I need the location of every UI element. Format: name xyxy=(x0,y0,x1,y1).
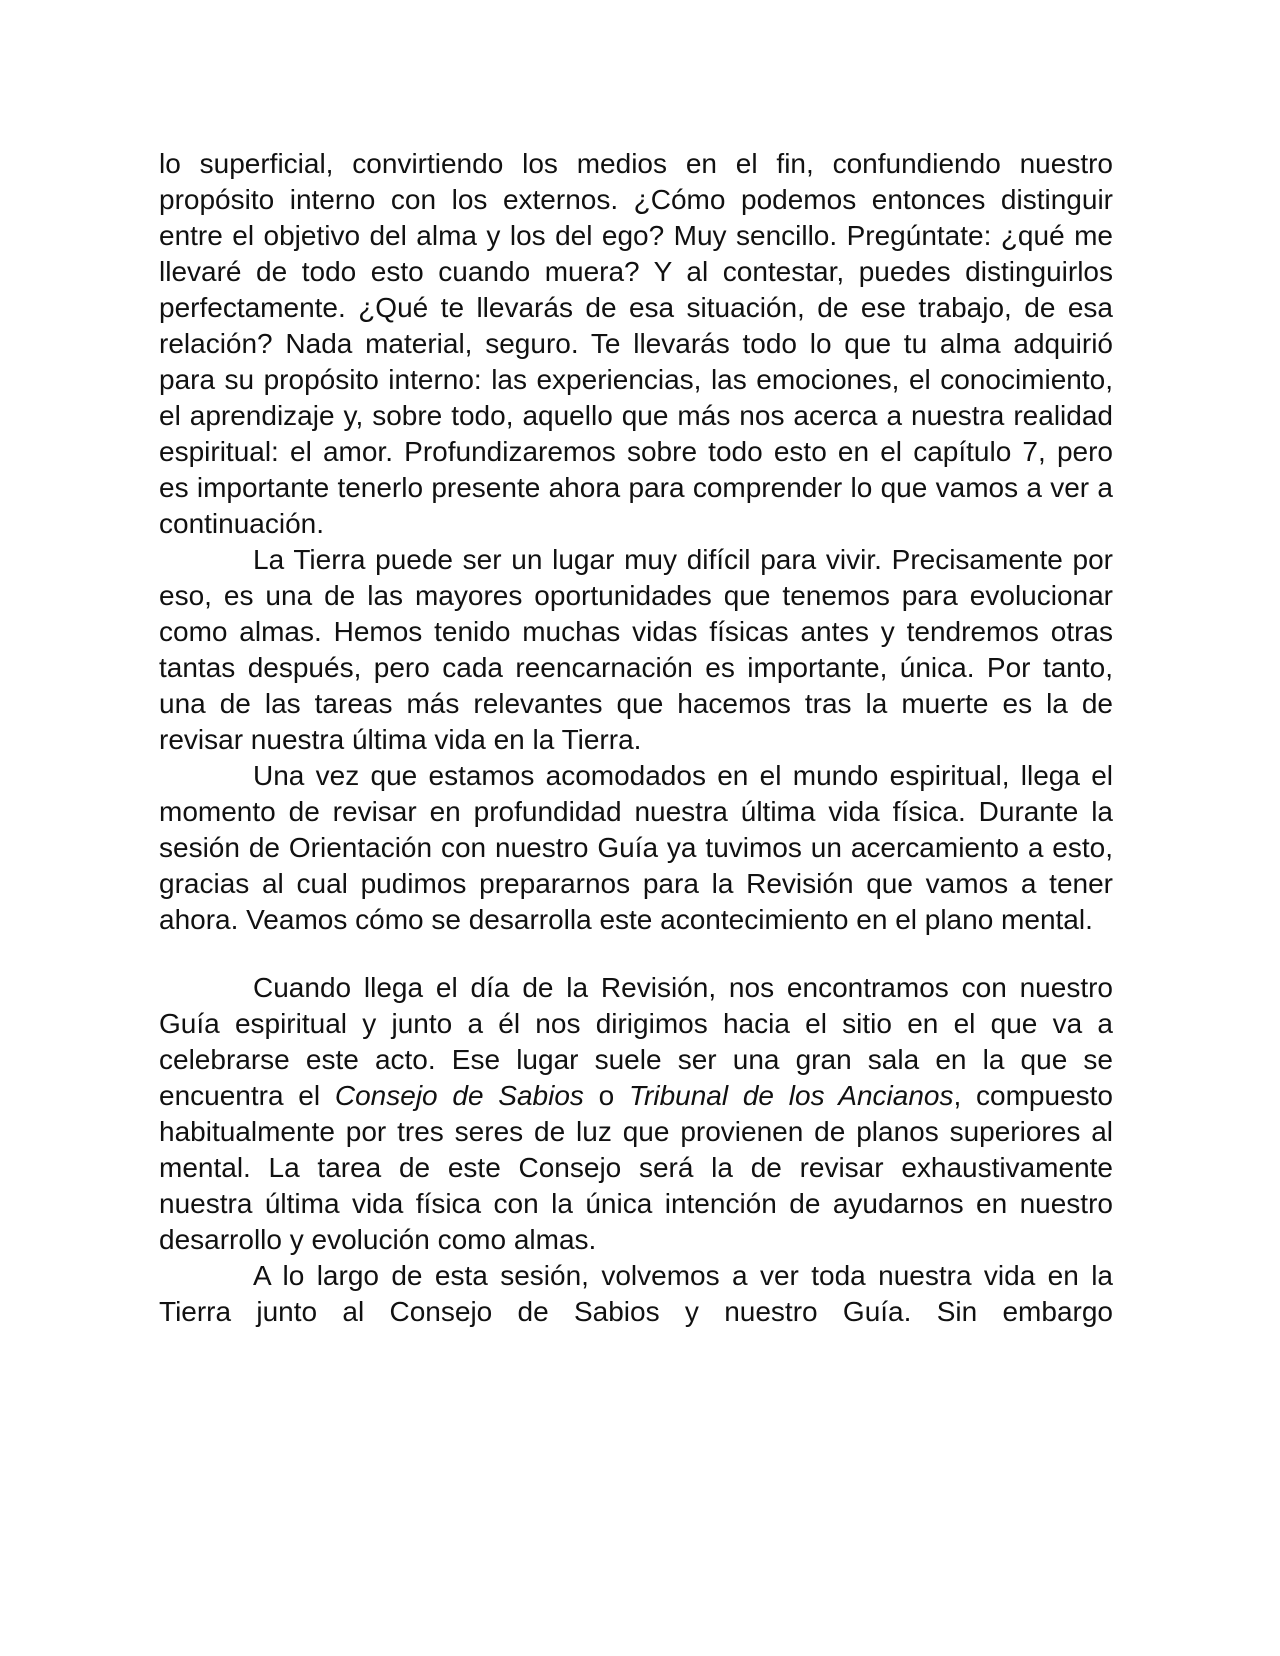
paragraph-3-text: Una vez que estamos acomodados en el mundo espiritual, llega el momento de revisar en profundidad nuestra última vida física. Durante la sesión de Orientación con nuestro Guía ya tuvimos un acercamiento a esto, gracias al cual pudimos prepararnos para la Revisión que vamos a tener ahora. Veamos cómo se desarrolla este acontecimiento en el plano mental. xyxy=(159,760,1113,935)
paragraph-4-text-part-3: , compuesto habitualmente por tres seres de luz que provienen de planos superiores al mental. La tarea de este Consejo será la de revisar exhaustivamente nuestra última vida física con la única intención de ayudarnos en nuestro desarrollo y evolución como almas. xyxy=(159,1080,1113,1255)
paragraph-spacer xyxy=(159,938,1113,970)
consejo-de-sabios-term: Consejo de Sabios xyxy=(334,1080,584,1111)
paragraph-4-text-part-1: Cuando llega el día de la Revisión, nos encontramos con nuestro Guía espiritual y junto a él nos dirigimos hacia el sitio en el que va a celebrarse este acto. Ese lugar suele ser una gran sala en la que se encuentra el xyxy=(159,972,1113,1111)
paragraph-5 xyxy=(159,1258,1113,1330)
paragraph-2-text: La Tierra puede ser un lugar muy difícil para vivir. Precisamente por eso, es una de las mayores oportunidades que tenemos para evolucionar como almas. Hemos tenido muchas vidas físicas antes y tendremos otras tantas después, pero cada reencarnación es importante, única. Por tanto, una de las tareas más relevantes que hacemos tras la muerte es la de revisar nuestra última vida en la Tierra. xyxy=(159,544,1113,755)
paragraph-2 xyxy=(159,542,1113,758)
document-page xyxy=(159,146,1113,1330)
paragraph-5-text: A lo largo de esta sesión, volvemos a ver toda nuestra vida en la Tierra junto al Consejo de Sabios y nuestro Guía. Sin embargo xyxy=(159,1260,1113,1327)
paragraph-1-text: lo superficial, convirtiendo los medios en el fin, confundiendo nuestro propósito interno con los externos. ¿Cómo podemos entonces distinguir entre el objetivo del alma y los del ego? Muy sencillo. Pregúntate: ¿qué me llevaré de todo esto cuando muera? Y al contestar, puedes distinguirlos perfectamente. ¿Qué te llevarás de esa situación, de ese trabajo, de esa relación? Nada material, seguro. Te llevarás todo lo que tu alma adquirió para su propósito interno: las experiencias, las emociones, el conocimiento, el aprendizaje y, sobre todo, aquello que más nos acerca a nuestra realidad espiritual: el amor. Profundizaremos sobre todo esto en el capítulo 7, pero es importante tenerlo presente ahora para comprender lo que vamos a ver a continuación. xyxy=(159,148,1113,539)
paragraph-4 xyxy=(159,970,1113,1258)
tribunal-de-los-ancianos-term: Tribunal de los Ancianos xyxy=(629,1080,954,1111)
paragraph-3 xyxy=(159,758,1113,938)
paragraph-1 xyxy=(159,146,1113,542)
paragraph-4-text-part-2: o xyxy=(583,1080,630,1111)
